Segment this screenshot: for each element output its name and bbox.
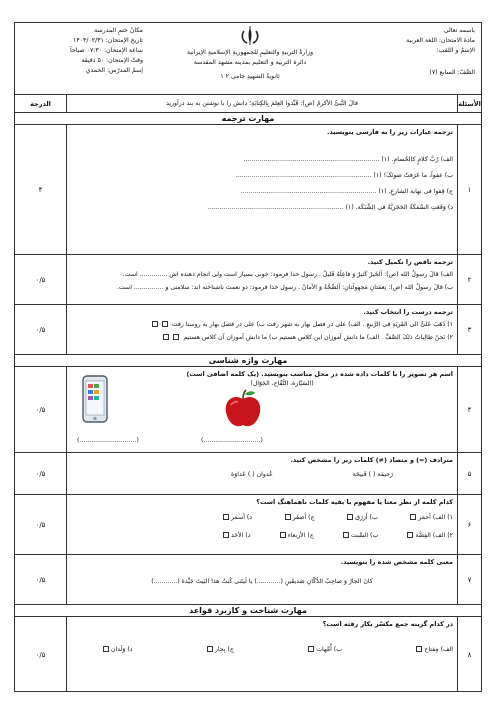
checkbox[interactable] <box>410 514 416 520</box>
hadith-line: قالَ النَّبیُّ الأکرمُ (ص): قَیِّدوا العِلمَ بِالکِتابَةِ؛ دانش را با نوشتن به بند درآورید <box>166 100 358 107</box>
checkbox[interactable] <box>103 646 109 652</box>
question-instruction: اسم هر تصویر را با کلمات داده شده در محل مناسب بنویسید. (یک کلمه اضافی است) <box>186 370 453 378</box>
translation-item: الف) رُبَّ کلامٍ کالحُسامِ. (۱) ..................................................................... <box>243 156 453 163</box>
option-label: ب) السَّبت <box>351 532 379 539</box>
option-row <box>71 645 453 655</box>
checkbox[interactable] <box>173 334 179 340</box>
option[interactable] <box>341 531 378 541</box>
question-instruction: کدام کلمه از نظر معنا یا مفهوم با بقیه کلمات ناهماهنگ است؟ <box>256 498 453 506</box>
option[interactable] <box>345 513 378 523</box>
option[interactable] <box>408 513 453 523</box>
apple-icon <box>221 387 265 431</box>
question-instruction: در کدام گزینه جمع مکسّر بکار رفته است؟ <box>322 620 453 628</box>
option[interactable] <box>221 513 252 523</box>
translation-item: د) وَقَعَتِ السَّمَکَةُ الحَجَریَّةُ فی الشَّبَکَة. (۱) ..................................................................... <box>207 204 453 211</box>
option-label: ج) الأربعاء <box>287 532 314 539</box>
word-pair[interactable]: رَحیمَة ( ) قَبیحَة <box>352 471 393 478</box>
question-row <box>15 125 481 255</box>
option-label: ج) أصفَر <box>292 514 315 521</box>
answer-blank-apple[interactable]: (.............................) <box>201 437 263 444</box>
option-label: ۱) الف) أحمَر <box>418 514 453 521</box>
option-label: د) الأحَد <box>231 532 251 539</box>
option[interactable] <box>221 531 250 541</box>
question-number: ۵ <box>457 453 481 494</box>
question-score: ۰/۵ <box>15 305 67 354</box>
question-number: ۸ <box>457 617 481 692</box>
checkbox[interactable] <box>207 646 213 652</box>
question-row <box>15 495 481 555</box>
question-row <box>15 453 481 495</box>
question-row <box>15 617 481 692</box>
checkbox[interactable] <box>152 321 158 327</box>
checkbox[interactable] <box>416 646 422 652</box>
option-row <box>71 513 453 523</box>
option-label: د) أسمَر <box>231 514 253 521</box>
question-body <box>71 617 453 692</box>
choice-item <box>71 320 453 330</box>
option[interactable] <box>405 531 453 541</box>
header-center <box>165 26 335 82</box>
question-row <box>15 367 481 453</box>
iran-emblem-icon <box>239 26 261 46</box>
question-score: ۰/۵ <box>15 555 67 604</box>
word-bank: (السَیّارة، التُّفّاح، الجَوّال) <box>250 380 314 387</box>
header-right-line: مادة الامتحان: اللغة العربیة <box>406 37 475 44</box>
question-number: ۴ <box>457 367 481 452</box>
exam-header <box>15 23 481 95</box>
checkbox[interactable] <box>407 532 413 538</box>
checkbox[interactable] <box>280 532 286 538</box>
question-body <box>71 125 453 254</box>
question-number: ۷ <box>457 555 481 604</box>
choice-text: ۱) ذَهَبَ عَلیٌّ الی القَریَةِ فی الرَّبیعِ . الف) علی در فصل بهار به شهر رفت ب) علی در فصل بهار به روستا رفت <box>171 321 453 328</box>
checkbox[interactable] <box>162 321 168 327</box>
option[interactable] <box>278 531 314 541</box>
question-number: ۳ <box>457 305 481 354</box>
questions-column-label: الأسئلة <box>457 95 481 113</box>
header-right <box>355 26 475 78</box>
completion-item: الف) قالَ رسولُ الله (ص): اَلخَیرُ کَثیرٌ وَ فاعِلُهُ قَلیلٌ . رسول خدا فرمود: خوبی بسیار است ولی انجام دهنده اش .............. است. <box>122 271 453 278</box>
checkbox[interactable] <box>223 532 229 538</box>
section-title-translation: مهارت ترجمه <box>15 113 481 125</box>
question-body <box>71 255 453 304</box>
question-score: ۰/۵ <box>15 495 67 554</box>
question-body <box>71 305 453 354</box>
education-office: دائرة التربیة و التعلیم بمدینة مشهد المقدسة <box>193 59 307 66</box>
checkbox[interactable] <box>223 514 229 520</box>
choice-item <box>71 333 453 343</box>
option[interactable] <box>205 645 234 655</box>
checkbox[interactable] <box>343 532 349 538</box>
checkbox[interactable] <box>163 334 169 340</box>
question-instruction: معنی کلمه مشخص شده را بنویسید. <box>340 558 453 566</box>
option-label: الف) مِفتاح <box>424 646 453 653</box>
ministry-title: وزارةُ التربیةِ والتعلیمِ للجمهوریةِ الإسلامیةِ الإیرانیة <box>186 49 314 56</box>
header-right-line: الصَّفّ: السابع (۷) <box>429 69 475 76</box>
question-score: ۰/۵ <box>15 453 67 494</box>
header-left <box>23 26 143 76</box>
school-name: ثانویةُ الشهیدِ جامی ۲ ۱ <box>220 73 280 80</box>
exam-time: ساعة الإمتحان: ۰۷:۳۰ صباحاً <box>69 47 143 54</box>
question-score: ۰/۵ <box>15 617 67 692</box>
option-label: ب) أزرَق <box>355 514 378 521</box>
question-body <box>71 555 453 604</box>
score-column-label: الدرجة <box>15 95 67 113</box>
option[interactable] <box>414 645 453 655</box>
checkbox[interactable] <box>347 514 353 520</box>
exam-date: تاریخ الإمتحان: ۱۴۰۴/۰۲/۳۱ <box>73 37 143 44</box>
header-right-line: باسمه تعالی <box>443 27 475 34</box>
word-pair[interactable]: عُدوان ( ) عَداوَة <box>231 471 273 478</box>
option-label: ج) بِحار <box>214 646 234 653</box>
meaning-item: کانَ الجارُ وَ صاحِبُ الدُّکّانِ صَدیقَینِ (............) یا لَیتَنی کُنتُ هذا البَیتَ جَیِّدة (............) <box>151 578 373 585</box>
question-number: ۲ <box>457 255 481 304</box>
question-body <box>71 367 453 452</box>
question-body <box>71 453 453 494</box>
question-score: ۰/۵ <box>15 367 67 452</box>
question-instruction: ترجمه عبارات زیر را به فارسی بنویسید. <box>326 128 453 136</box>
question-instruction: ترجمه درست را انتخاب کنید. <box>363 308 453 316</box>
question-instruction: مترادف (=) و متضاد (≠) کلمات زیر را مشخص کنید. <box>290 456 453 464</box>
translation-item: ج) قِفوا فی نهایة الشارعِ. (۱) ..................................................................... <box>240 188 453 195</box>
option[interactable] <box>101 645 133 655</box>
option-label: ۲) الف) الفِضَّة <box>415 532 453 539</box>
header-left-line: مکانُ ختمِ المدرسة <box>94 27 143 34</box>
checkbox[interactable] <box>285 514 291 520</box>
choice-text: ۲) نَحنُ طالِباتُ ذلکَ الصَّفِّ . الف) ما دانش آموزان این کلاس هستیم ب) ما دانش آموزان آن کلاس هستیم <box>183 334 453 341</box>
option-label: د) وَلَدان <box>111 646 133 653</box>
column-headings <box>15 95 481 113</box>
word-pairs <box>71 470 453 480</box>
checkbox[interactable] <box>308 646 314 652</box>
question-score: ۰/۵ <box>15 255 67 304</box>
header-right-line: الإسمُ و اللقب: <box>436 47 475 54</box>
question-number: ۱ <box>457 125 481 254</box>
option[interactable] <box>283 513 315 523</box>
option-row <box>71 531 453 541</box>
smartphone-icon <box>81 375 109 423</box>
answer-blank-phone[interactable]: (.............................) <box>77 437 139 444</box>
question-instruction: ترجمه ناقص را تکمیل کنید. <box>367 258 453 266</box>
section-title-vocab: مهارت واژه شناسی <box>15 355 481 367</box>
teacher-name: إسمُ المدرّس: الحمدي <box>85 67 143 74</box>
completion-item: ب) قالَ رسولُ الله (ص): نِعمَتانِ مَجهولَتانِ: اَلصِّحَّةُ وَ الأمانُ . رسول خدا فرمود: دو نعمت ناشناخته اند: سلامتی و ............... است. <box>116 284 453 291</box>
section-title-grammar: مهارت شناخت و کاربرد قواعد <box>15 605 481 617</box>
translation-item: ب) عفواً، ما عَرَفتُ صوتَکَ! (۱) ..................................................................... <box>235 172 453 179</box>
question-row <box>15 555 481 605</box>
question-row <box>15 255 481 305</box>
option-label: ب) أُمَّهات <box>316 646 343 653</box>
option[interactable] <box>306 645 342 655</box>
question-row <box>15 305 481 355</box>
question-body <box>71 495 453 554</box>
exam-sheet <box>14 22 482 692</box>
exam-duration: وقتُ الإمتحان: ۵۰ دقیقة <box>81 57 143 64</box>
question-score: ۴ <box>15 125 67 254</box>
question-number: ۶ <box>457 495 481 554</box>
